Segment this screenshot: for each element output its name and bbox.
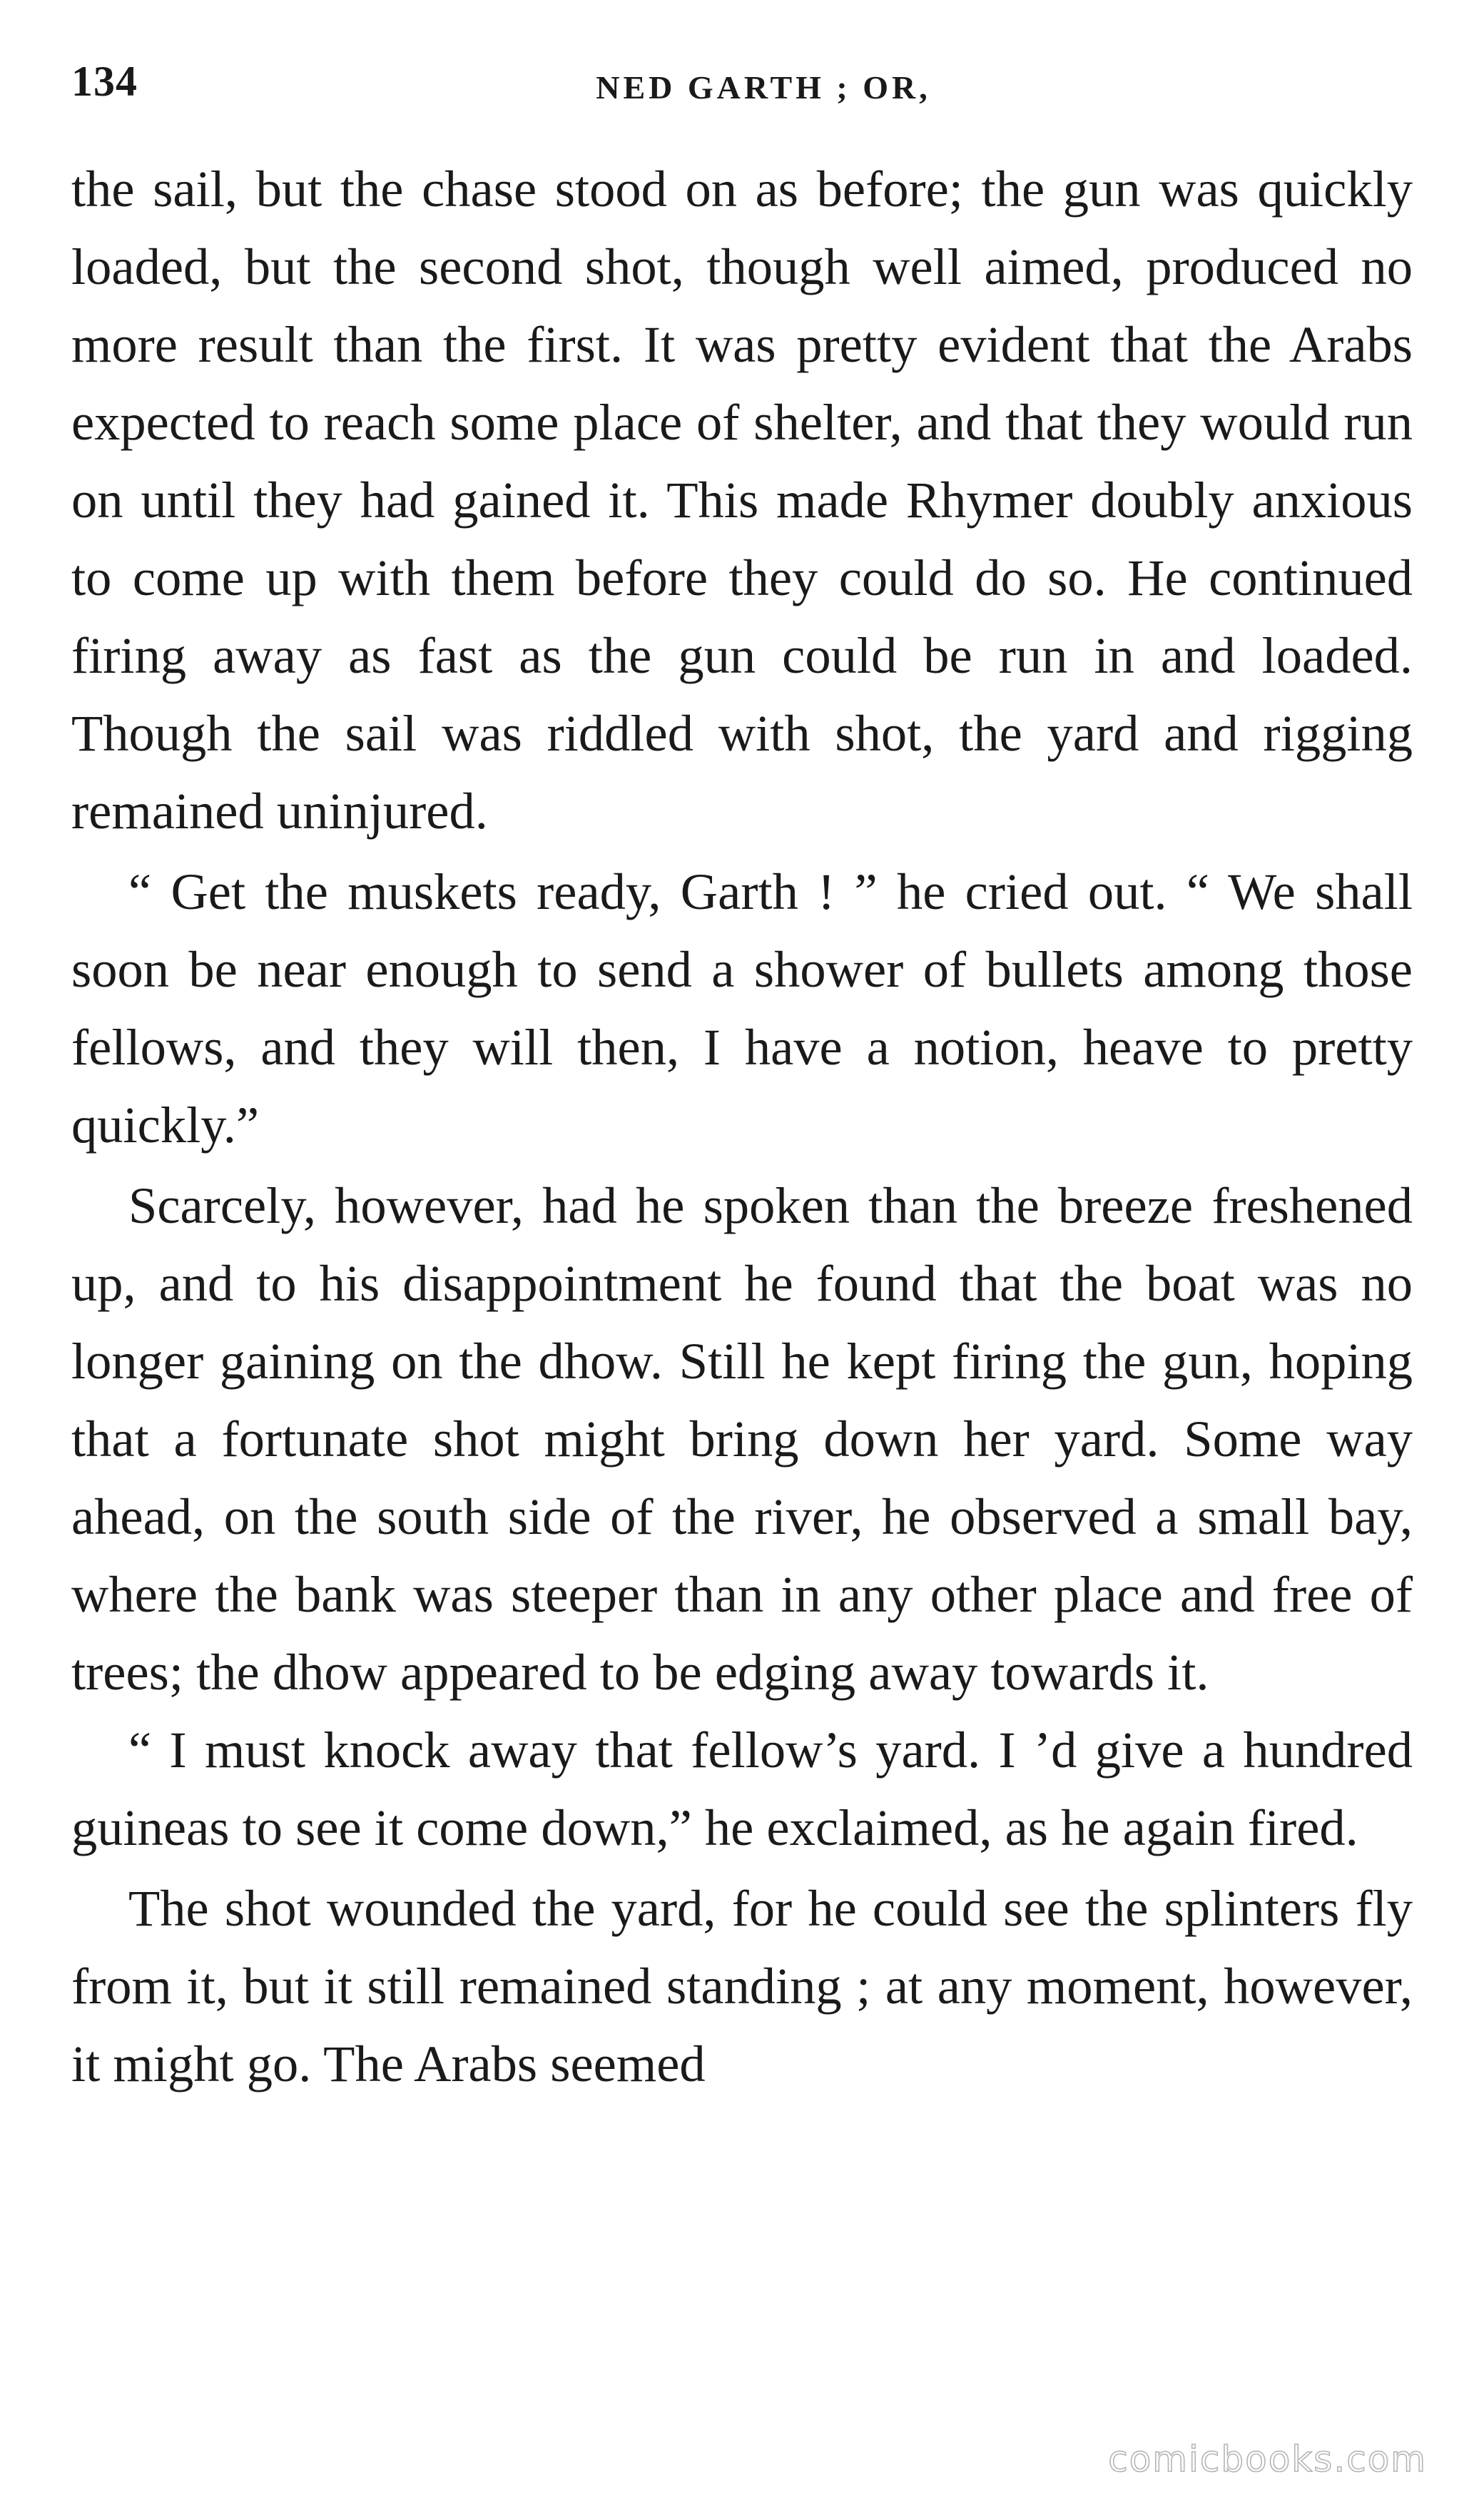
paragraph-3: Scarcely, however, had he spoken than the breeze freshened up, and to his disappointment he found that the boat was no longer gaining on the dhow. Still he kept firing the gun, hoping that a fortunate shot might bring down her yard. Some way ahead, on the south side of the river, he observed a small bay, where the bank was steeper than in any other place and free of trees; the dhow appeared to be edging away towards it. (71, 1176, 1413, 1701)
watermark: comicbooks.com (1108, 2439, 1427, 2480)
book-page (71, 43, 1413, 2102)
page-header (71, 43, 1413, 121)
paragraph-1: the sail, but the chase stood on as before; the gun was quickly loaded, but the second shot, though well aimed, produced no more result than the first. It was pretty evident that the Arabs expected to reach some place of shelter, and that they would run on until they had gained it. This made Rhymer doubly anxious to come up with them before they could do so. He continued firing away as fast as the gun could be run in and loaded. Though the sail was riddled with shot, the yard and rigging remained uninjured. (71, 160, 1413, 840)
page-number: 134 (71, 58, 138, 105)
paragraph-2: “ Get the muskets ready, Garth ! ” he cried out. “ We shall soon be near enough to send a shower of bullets among those fellows, and they will then, I have a notion, heave to pretty quickly.” (71, 863, 1413, 1154)
paragraph-4: “ I must knock away that fellow’s yard. I ’d give a hundred guineas to see it come down,” he exclaimed, as he again fired. (71, 1721, 1413, 1856)
body-text (71, 150, 1413, 2102)
paragraph-5: The shot wounded the yard, for he could see the splinters fly from it, but it still remained standing ; at any moment, however, it might go. The Arabs seemed (71, 1879, 1413, 2092)
running-title: NED GARTH ; OR, (596, 69, 931, 106)
